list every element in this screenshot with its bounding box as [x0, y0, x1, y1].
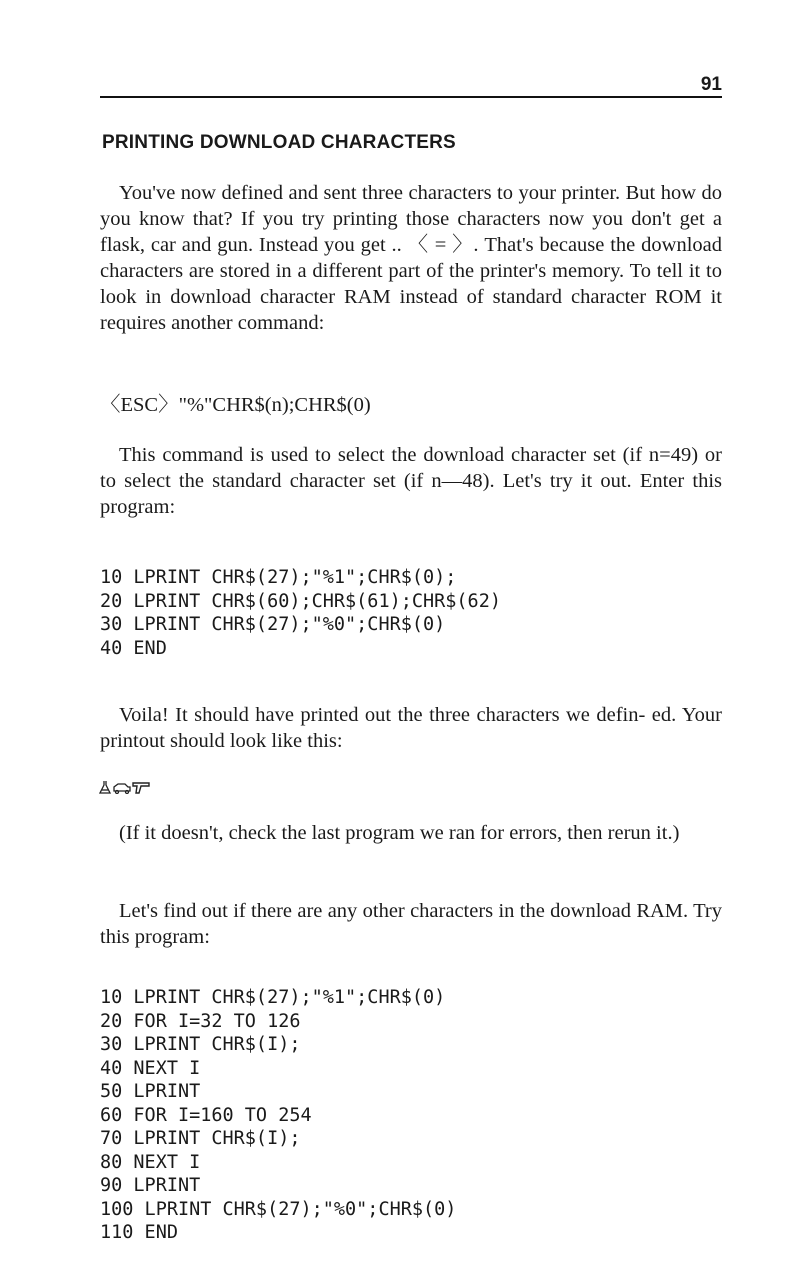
code-block-1 [100, 566, 501, 660]
code-line: 90 LPRINT [100, 1175, 201, 1196]
code-line: 40 NEXT I [100, 1057, 201, 1079]
code-block-2 [100, 986, 456, 1245]
code-line: 20 LPRINT CHR$(60);CHR$(61);CHR$(62) [100, 590, 501, 612]
voila-paragraph: Voila! It should have printed out the three characters we defin- ed. Your printout should look like this: [100, 704, 722, 752]
header-rule [100, 96, 722, 98]
find-out-paragraph: Let's find out if there are any other characters in the download RAM. Try this program: [100, 900, 722, 948]
car-icon [114, 784, 130, 794]
sample-printout [99, 780, 151, 794]
code-line: 30 LPRINT CHR$(27);"%0";CHR$(0) [100, 614, 446, 635]
page-number: 91 [700, 74, 722, 95]
code-line: 20 FOR I=32 TO 126 [100, 1010, 301, 1032]
code-line: 110 END [100, 1222, 178, 1243]
gun-icon [133, 783, 149, 793]
command-syntax: 〈ESC〉"%"CHR$(n);CHR$(0) [100, 394, 371, 416]
command-description: This command is used to select the download character set (if n=49) or to select the standard character set (if n—48). Let's try it out. Enter this program: [100, 444, 722, 518]
code-line: 10 LPRINT CHR$(27);"%1";CHR$(0) [100, 987, 446, 1008]
intro-paragraph: You've now defined and sent three characters to your printer. But how do you know that? If you try printing those characters now you don't get a flask, car and gun. Instead you get .. 〈 = 〉. That's because the download characters are stored in a different part of the printer's memory. To tell it to look in download character RAM instead of standard character ROM it requires another command: [100, 182, 722, 334]
code-line: 40 END [100, 637, 167, 659]
code-line: 100 LPRINT CHR$(27);"%0";CHR$(0) [100, 1198, 457, 1220]
code-line: 30 LPRINT CHR$(I); [100, 1034, 301, 1055]
code-line: 50 LPRINT [100, 1081, 201, 1102]
code-line: 60 FOR I=160 TO 254 [100, 1104, 312, 1126]
flask-icon [100, 781, 110, 793]
code-line: 70 LPRINT CHR$(I); [100, 1128, 301, 1149]
check-paragraph: (If it doesn't, check the last program we ran for errors, then rerun it.) [119, 822, 680, 844]
section-heading: PRINTING DOWNLOAD CHARACTERS [102, 132, 456, 153]
code-line: 10 LPRINT CHR$(27);"%1";CHR$(0); [100, 567, 457, 588]
code-line: 80 NEXT I [100, 1151, 201, 1173]
